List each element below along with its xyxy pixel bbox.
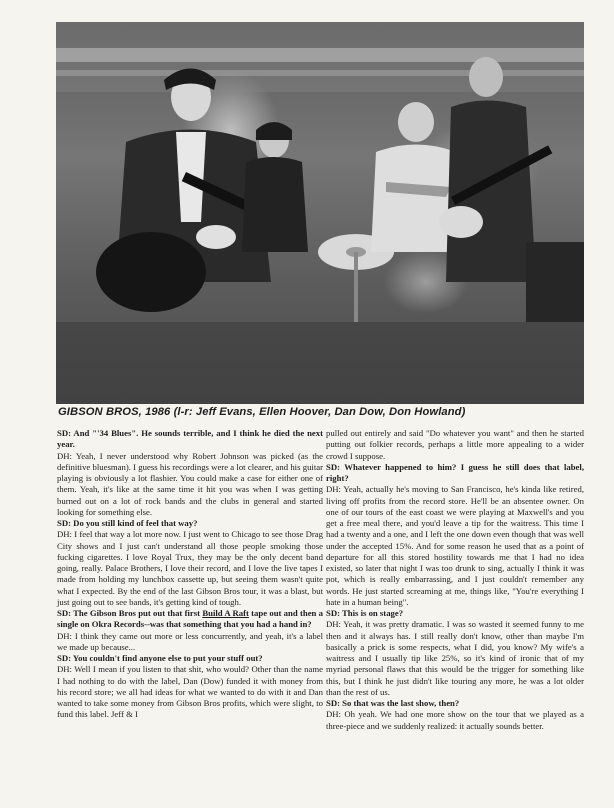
interview-answer: DH: I feel that way a lot more now. I just went to Chicago to see those Drag City shows and I just can't understand all those people smoking those fucking cigarettes. I love Royal Trux, they may be the only decent band going, really. Palace Brothers, I love their record, and I love the live tapes I made from holding my lunchbox cassette up, but seeing them wasn't quite what I expected. By the end of the last Gibson Bros tour, it was a blast, but just going out to see bands, it's getting kind of tough. [57,529,323,607]
interview-question: SD: You couldn't find anyone else to put your stuff out? [57,653,263,663]
interview-answer: DH: Yeah, it was pretty dramatic. I was so wasted it seemed funny to me then and it always has. I still really don't know, other than maybe I'm basically a prick is some respects, what I did, you know? My wife's a waitress and I usually tip like 25%, so it's kind of ironic that of my myriad personal flaws that this would be the trigger for something like this, but I think he just didn't like touring any more, he was a lot older than the rest of us. [326,619,584,697]
interview-left-column [57,428,323,721]
interview-question: SD: Whatever happened to him? I guess he still does that label, right? [326,461,584,483]
interview-answer: DH: Oh yeah. We had one more show on the tour that we played as a three-piece and we suddenly realized: it actually sounds better. [326,709,584,731]
interview-right-column [326,428,584,732]
question-text: SD: The Gibson Bros put out that first [57,608,203,618]
record-title: Build A Raft [202,608,249,618]
band-photo [56,22,584,404]
interview-question: SD: This is on stage? [326,608,404,618]
band-photo-illustration [56,22,584,404]
interview-question: SD: So that was the last show, then? [326,698,460,708]
interview-answer: DH: I think they came out more or less concurrently, and yeah, it's a label we made up because... [57,630,323,652]
question-text: tape out and then a single on Okra Records--was that something that you had a hand in? [57,608,323,630]
interview-answer: DH: Yeah, actually he's moving to San Francisco, he's kinda like retired, living off profits from the record store. He'll be an absentee owner. On one of our tours of the east coast we were playing at Maxwell's and you get a free meal there, and you'd leave a tip for the waitress. This time I had a twenty and a one, and I left the one down even though that was well under the accepted 15%. And for some reason he used that as a point of departure for all this stored hostility towards me that I had no idea existed, so later that night I was too drunk to sing, actually I think it was pot, which is really embarrassing, and I just couldn't remember any words. He just started screaming at me, things like, "You're everything I hate in a human being". [326,484,584,607]
interview-answer: pulled out entirely and said "Do whatever you want" and then he started putting out folkier records, perhaps a little more appealing to a wider crowd I suppose. [326,428,584,461]
photo-caption: GIBSON BROS, 1986 (l-r: Jeff Evans, Ellen Hoover, Dan Dow, Don Howland) [58,406,466,418]
interview-question: SD: And "'34 Blues". He sounds terrible, and I think he died the next year. [57,428,323,450]
interview-answer: DH: Yeah, I never understood why Robert Johnson was picked (as the definitive bluesman). I guess his recordings were a lot clearer, and his guitar playing is obviously a lot flashier. You could make a case for either one of them. Yeah, it's like at the same time it hit you was when I was getting burned out on a lot of rock bands and the clubs in general and started looking for something else. [57,450,323,517]
interview-question: SD: Do you still kind of feel that way? [57,518,198,528]
interview-answer: DH: Well I mean if you listen to that shit, who would? Other than the name I had nothing to do with the label, Dan (Dow) funded it with money from his record store; we all had ideas for what we wanted to do with it and Dan wanted to take some money from Gibson Bros profits, which were slight, to fund this label. Jeff & I [57,664,323,720]
interview-question [57,608,323,631]
